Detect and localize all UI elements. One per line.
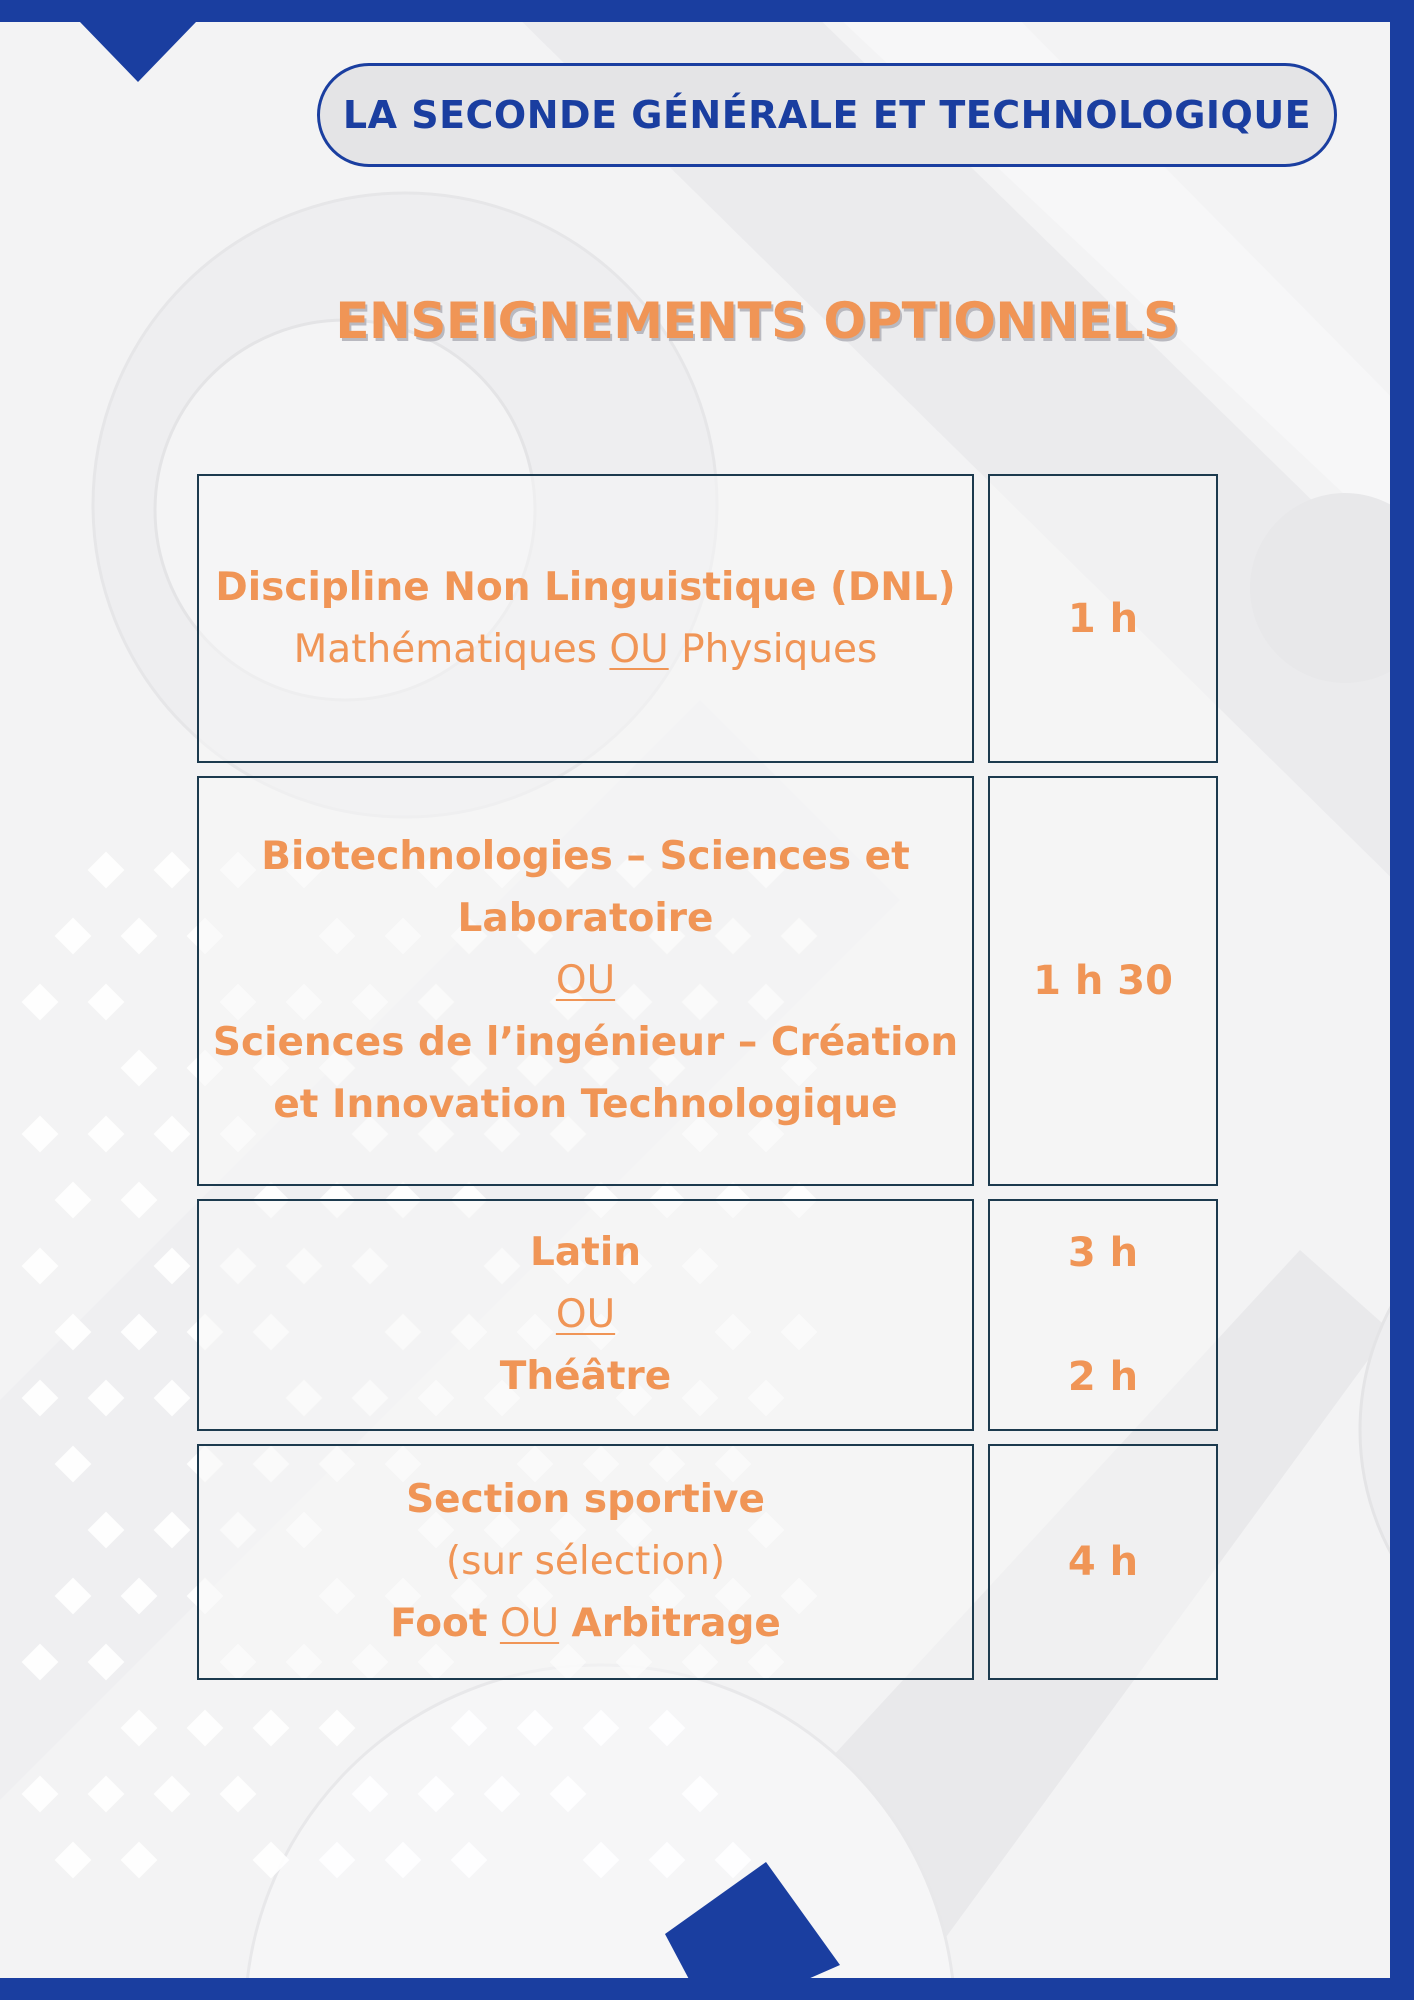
sport-title: Section sportive <box>406 1477 765 1522</box>
header-title: LA SECONDE GÉNÉRALE ET TECHNOLOGIQUE <box>342 93 1312 137</box>
sport-options <box>390 1593 781 1655</box>
or-label: OU <box>609 626 669 672</box>
table-row-dnl-subject <box>197 474 974 763</box>
or-label: OU <box>555 1292 616 1337</box>
sport-selection-note: (sur sélection) <box>445 1539 726 1584</box>
table-row-sport-hours <box>988 1444 1218 1680</box>
header-pill <box>317 63 1337 167</box>
biotech-title-line1: Biotechnologies – Sciences et <box>261 834 910 879</box>
latin-hours: 3 h <box>1067 1230 1139 1276</box>
latin-title: Latin <box>530 1230 641 1275</box>
frame-bottom-border <box>0 1978 1414 2000</box>
dnl-subjects <box>294 619 878 681</box>
or-label: OU <box>555 958 616 1003</box>
frame-top-border <box>0 0 1414 22</box>
biotech-title-line2: Laboratoire <box>457 896 714 941</box>
or-label: OU <box>499 1601 560 1646</box>
si-title-line1: Sciences de l’ingénieur – Création <box>212 1020 959 1065</box>
section-title: ENSEIGNEMENTS OPTIONNELS <box>335 292 1179 350</box>
theatre-hours: 2 h <box>1067 1354 1139 1400</box>
biotech-hours: 1 h 30 <box>1033 958 1173 1004</box>
si-title-line2: et Innovation Technologique <box>273 1082 898 1127</box>
table-row-biotech-hours <box>988 776 1218 1186</box>
table-row-latin-hours <box>988 1199 1218 1431</box>
table-row-latin-subject <box>197 1199 974 1431</box>
table-row-sport-subject <box>197 1444 974 1680</box>
frame-right-border <box>1390 0 1414 2000</box>
sport-option-arbitrage: Arbitrage <box>571 1601 781 1646</box>
sport-hours: 4 h <box>1067 1539 1139 1585</box>
theatre-title: Théâtre <box>499 1354 672 1399</box>
sport-option-foot: Foot <box>390 1601 488 1646</box>
dnl-title: Discipline Non Linguistique (DNL) <box>215 564 956 610</box>
table-row-dnl-hours <box>988 474 1218 763</box>
dnl-subject-math: Mathématiques <box>293 626 598 672</box>
dnl-hours: 1 h <box>1067 595 1139 642</box>
table-row-biotech-subject <box>197 776 974 1186</box>
dnl-subject-physics: Physiques <box>681 626 878 672</box>
